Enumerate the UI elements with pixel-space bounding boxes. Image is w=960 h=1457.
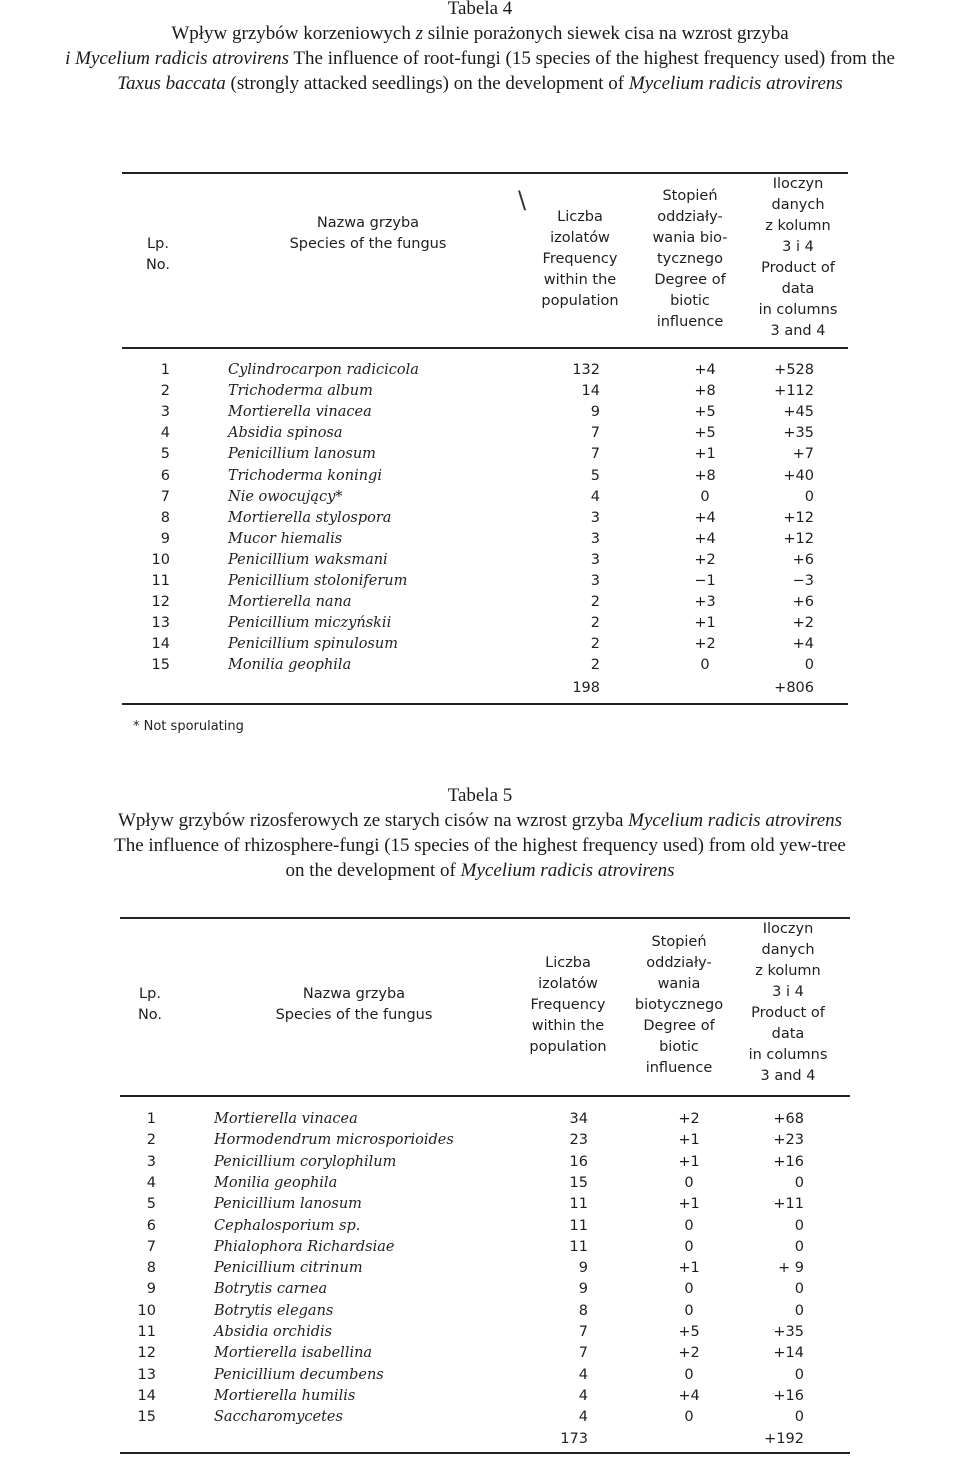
table4-header-degree <box>640 186 740 333</box>
row-number: 13 <box>137 1366 156 1383</box>
table4-bottom-rule <box>122 703 848 705</box>
degree-value: +3 <box>694 594 716 611</box>
frequency-value: 7 <box>590 446 600 463</box>
header-line: Nazwa grzyba <box>316 215 420 231</box>
header-line: danych <box>761 942 815 958</box>
header-line: z kolumn <box>765 218 831 234</box>
title-part: (strongly attacked seedlings) on the development of <box>225 73 629 94</box>
table5-header-degree <box>624 932 734 1079</box>
table4-title-line2 <box>0 46 960 71</box>
header-line: 3 i 4 <box>782 239 814 255</box>
product-value: +16 <box>773 1387 804 1404</box>
title-part: silnie porażonych siewek cisa na wzrost grzyba <box>423 23 789 44</box>
table-row <box>0 1322 960 1343</box>
species-name: Cylindrocarpon radicicola <box>228 362 419 378</box>
header-line: 3 i 4 <box>772 984 804 1000</box>
table-row <box>0 487 960 508</box>
degree-value: +5 <box>678 1324 700 1340</box>
product-value: +35 <box>773 1324 804 1340</box>
title-part-italic: i Mycelium radicis atrovirens <box>65 48 290 69</box>
product-value: 0 <box>794 1174 804 1191</box>
header-line: Iloczyn <box>772 176 824 192</box>
table-row <box>0 508 960 529</box>
table5-header-product <box>738 919 838 1087</box>
table4-caption <box>0 0 960 96</box>
degree-value: +1 <box>694 446 716 463</box>
header-line: oddziały- <box>646 955 712 971</box>
degree-value: +1 <box>678 1196 700 1213</box>
table-row <box>0 1130 960 1151</box>
degree-value: +2 <box>678 1111 700 1127</box>
frequency-value: 3 <box>590 573 600 589</box>
header-line: data <box>781 281 815 297</box>
species-name: Penicillium waksmani <box>228 551 388 568</box>
degree-value: 0 <box>684 1238 694 1255</box>
header-line: izolatów <box>550 230 610 246</box>
header-line: influence <box>645 1060 713 1076</box>
frequency-value: 9 <box>578 1260 588 1277</box>
row-number: 2 <box>146 1132 156 1149</box>
product-value: −3 <box>792 573 814 589</box>
row-number: 7 <box>160 488 170 505</box>
frequency-value: 5 <box>590 467 600 484</box>
frequency-value: 132 <box>572 362 600 378</box>
title-part-italic: Mycelium radicis atrovirens <box>460 860 675 881</box>
header-line: Iloczyn <box>762 921 814 937</box>
degree-value: −1 <box>694 573 716 589</box>
species-name: Monilia geophila <box>228 657 352 674</box>
product-value: +7 <box>792 446 814 463</box>
species-name: Penicillium decumbens <box>214 1366 384 1383</box>
frequency-value: 2 <box>590 636 600 653</box>
degree-value: +8 <box>694 467 716 484</box>
frequency-value: 7 <box>590 425 600 442</box>
frequency-value: 15 <box>569 1174 588 1191</box>
frequency-value: 23 <box>569 1132 588 1149</box>
table4-number: Tabela 4 <box>447 0 513 19</box>
row-number: 11 <box>151 573 170 589</box>
degree-value: 0 <box>700 488 710 505</box>
product-value: 0 <box>804 488 814 505</box>
degree-value: +1 <box>678 1132 700 1149</box>
frequency-value: 2 <box>590 657 600 674</box>
row-number: 6 <box>146 1217 156 1234</box>
degree-value: +1 <box>694 615 716 632</box>
species-name: Mortierella nana <box>228 594 352 611</box>
degree-value: 0 <box>684 1174 694 1191</box>
product-value: +68 <box>773 1111 804 1127</box>
product-value: +40 <box>783 467 814 484</box>
row-number: 3 <box>146 1153 156 1170</box>
degree-value: 0 <box>684 1302 694 1319</box>
species-name: Hormodendrum microsporioides <box>214 1132 454 1149</box>
product-value: +4 <box>792 636 814 653</box>
table-row <box>0 360 960 381</box>
header-line: izolatów <box>538 976 598 992</box>
title-part-italic: Taxus baccata <box>117 73 226 94</box>
species-name: Trichoderma album <box>228 383 373 400</box>
frequency-value: 16 <box>569 1153 588 1170</box>
species-name: Mortierella stylospora <box>228 509 392 526</box>
degree-value: +4 <box>678 1387 700 1404</box>
table-row <box>0 1173 960 1194</box>
product-value: +112 <box>774 383 814 400</box>
table-row <box>0 1237 960 1258</box>
header-line: population <box>541 293 619 309</box>
frequency-value: 8 <box>578 1302 588 1319</box>
degree-value: 0 <box>684 1366 694 1383</box>
row-number: 10 <box>151 551 170 568</box>
degree-value: +8 <box>694 383 716 400</box>
degree-value: 0 <box>700 657 710 674</box>
header-line: Lp. <box>139 986 161 1002</box>
degree-value: 0 <box>684 1217 694 1234</box>
frequency-value: 2 <box>590 594 600 611</box>
header-line: No. <box>145 257 171 273</box>
header-line: 3 and 4 <box>760 1068 816 1084</box>
title-part: Wpływ grzybów korzeniowych <box>171 23 416 44</box>
total-frequency: 198 <box>572 680 600 696</box>
table-row <box>0 1109 960 1130</box>
table-row <box>0 444 960 465</box>
species-name: Trichoderma koningi <box>228 467 382 484</box>
species-name: Mortierella isabellina <box>214 1345 373 1362</box>
header-line: danych <box>771 197 825 213</box>
table5-title-english-2 <box>0 858 960 883</box>
total-product: +192 <box>764 1431 804 1447</box>
row-number: 8 <box>160 509 170 526</box>
header-line: Frequency <box>530 997 606 1013</box>
row-number: 3 <box>160 404 170 421</box>
product-value: +12 <box>783 509 814 526</box>
header-line: biotic <box>659 1039 699 1055</box>
species-name: Penicillium miczyńskii <box>228 615 392 632</box>
frequency-value: 7 <box>578 1345 588 1362</box>
header-line: within the <box>543 272 617 288</box>
species-name: Cephalosporium sp. <box>214 1217 361 1234</box>
table-row <box>0 381 960 402</box>
product-value: 0 <box>794 1366 804 1383</box>
row-number: 2 <box>160 383 170 400</box>
row-number: 8 <box>146 1260 156 1277</box>
row-number: 15 <box>151 657 170 674</box>
species-name: Penicillium stoloniferum <box>228 573 408 589</box>
product-value: +14 <box>773 1345 804 1362</box>
title-part-italic: z <box>415 23 424 44</box>
product-value: +35 <box>783 425 814 442</box>
header-line: Nazwa grzyba <box>302 986 406 1002</box>
header-line: Product of <box>751 1005 825 1021</box>
header-line: in columns <box>758 302 838 318</box>
row-number: 5 <box>160 446 170 463</box>
table-row <box>0 1152 960 1173</box>
product-value: 0 <box>804 657 814 674</box>
species-name: Penicillium citrinum <box>214 1260 363 1277</box>
species-name: Mortierella humilis <box>214 1387 356 1404</box>
header-line: wania <box>657 976 701 992</box>
header-line: wania bio- <box>652 230 728 246</box>
frequency-value: 34 <box>569 1111 588 1127</box>
header-line: Degree of <box>654 272 726 288</box>
product-value: 0 <box>794 1238 804 1255</box>
product-value: +6 <box>792 594 814 611</box>
frequency-value: 7 <box>578 1324 588 1340</box>
table5-caption <box>0 783 960 883</box>
title-part: The influence of root-fungi (15 species of the highest frequency used) from the <box>289 48 895 69</box>
species-name: Mortierella vinacea <box>214 1111 358 1127</box>
degree-value: +4 <box>694 362 716 378</box>
product-value: +528 <box>774 362 814 378</box>
table5-title-english: The influence of rhizosphere-fungi (15 species of the highest frequency used) from old yew-tree <box>114 835 846 856</box>
species-name: Monilia geophila <box>214 1174 338 1191</box>
row-number: 14 <box>137 1387 156 1404</box>
degree-value: +4 <box>694 509 716 526</box>
table4-top-rule <box>122 172 848 174</box>
row-number: 6 <box>160 467 170 484</box>
species-name: Botrytis carnea <box>214 1281 328 1298</box>
table-row <box>0 592 960 613</box>
row-number: 10 <box>137 1302 156 1319</box>
degree-value: +2 <box>694 636 716 653</box>
product-value: +6 <box>792 551 814 568</box>
table-row <box>0 1216 960 1237</box>
table5-bottom-rule <box>120 1452 850 1454</box>
table4-header-species <box>258 213 478 255</box>
header-line: Degree of <box>643 1018 715 1034</box>
row-number: 4 <box>146 1174 156 1191</box>
product-value: 0 <box>794 1281 804 1298</box>
header-line: biotycznego <box>634 997 724 1013</box>
title-part-italic: Mycelium radicis atrovirens <box>628 73 843 94</box>
table-row <box>0 655 960 676</box>
degree-value: +5 <box>694 404 716 421</box>
row-number: 9 <box>160 530 170 547</box>
frequency-value: 3 <box>590 530 600 547</box>
species-name: Nie owocujący* <box>228 488 343 505</box>
species-name: Saccharomycetes <box>214 1409 343 1426</box>
title-part: Wpływ grzybów rizosferowych ze starych cisów na wzrost grzyba <box>117 810 629 831</box>
row-number: 13 <box>151 615 170 632</box>
row-number: 14 <box>151 636 170 653</box>
table5-header-frequency <box>508 953 628 1058</box>
table5-number: Tabela 5 <box>447 785 513 806</box>
header-line: within the <box>531 1018 605 1034</box>
frequency-value: 3 <box>590 551 600 568</box>
table4-header-rule <box>122 347 848 349</box>
table-row <box>0 1386 960 1407</box>
title-part: on the development of <box>285 860 461 881</box>
frequency-value: 4 <box>578 1366 588 1383</box>
product-value: +12 <box>783 530 814 547</box>
table-row <box>0 402 960 423</box>
table-row <box>0 571 960 592</box>
row-number: 12 <box>137 1345 156 1362</box>
header-line: data <box>771 1026 805 1042</box>
frequency-value: 14 <box>581 383 600 400</box>
header-line: Stopień <box>662 188 718 204</box>
header-line: biotic <box>670 293 710 309</box>
species-name: Absidia spinosa <box>228 425 343 442</box>
table5-header-rule <box>120 1095 850 1097</box>
header-line: Stopień <box>651 934 707 950</box>
table-row <box>0 634 960 655</box>
table4-total-row <box>0 678 960 699</box>
header-line: 3 and 4 <box>770 323 826 339</box>
row-number: 12 <box>151 594 170 611</box>
table-row <box>0 1194 960 1215</box>
frequency-value: 4 <box>590 488 600 505</box>
product-value: +11 <box>773 1196 804 1213</box>
frequency-value: 4 <box>578 1387 588 1404</box>
species-name: Penicillium lanosum <box>228 446 376 463</box>
header-line: in columns <box>748 1047 828 1063</box>
table4-header-frequency <box>520 207 640 312</box>
frequency-value: 11 <box>569 1238 588 1255</box>
row-number: 4 <box>160 425 170 442</box>
degree-value: +2 <box>694 551 716 568</box>
total-frequency: 173 <box>560 1431 588 1447</box>
table-row <box>0 529 960 550</box>
header-line: z kolumn <box>755 963 821 979</box>
frequency-value: 4 <box>578 1409 588 1426</box>
frequency-value: 9 <box>590 404 600 421</box>
total-product: +806 <box>774 680 814 696</box>
degree-value: 0 <box>684 1281 694 1298</box>
table4-footnote: * Not sporulating <box>133 719 244 734</box>
product-value: 0 <box>794 1302 804 1319</box>
header-line: population <box>529 1039 607 1055</box>
table-row <box>0 550 960 571</box>
species-name: Absidia orchidis <box>214 1324 333 1340</box>
degree-value: +1 <box>678 1260 700 1277</box>
table-row <box>0 1258 960 1279</box>
table4-title-polish <box>0 21 960 46</box>
species-name: Botrytis elegans <box>214 1302 334 1319</box>
table4-title-line3 <box>0 71 960 96</box>
product-value: 0 <box>794 1217 804 1234</box>
table4-header-product <box>748 174 848 342</box>
frequency-value: 3 <box>590 509 600 526</box>
header-line: Frequency <box>542 251 618 267</box>
table-row <box>0 1407 960 1428</box>
header-line: oddziały- <box>657 209 723 225</box>
degree-value: +2 <box>678 1345 700 1362</box>
species-name: Mucor hiemalis <box>228 530 343 547</box>
species-name: Phialophora Richardsiae <box>214 1238 395 1255</box>
table5-title-polish <box>0 808 960 833</box>
row-number: 11 <box>137 1324 156 1340</box>
table5-header-no <box>120 984 180 1026</box>
title-part-italic: Mycelium radicis atrovirens <box>628 810 843 831</box>
table5-header-species <box>244 984 464 1026</box>
table-row <box>0 466 960 487</box>
header-line: Lp. <box>147 236 169 252</box>
product-value: +2 <box>792 615 814 632</box>
row-number: 7 <box>146 1238 156 1255</box>
product-value: + 9 <box>778 1260 804 1277</box>
species-name: Penicillium corylophilum <box>214 1153 397 1170</box>
frequency-value: 11 <box>569 1196 588 1213</box>
species-name: Penicillium lanosum <box>214 1196 362 1213</box>
product-value: +23 <box>773 1132 804 1149</box>
table-row <box>0 423 960 444</box>
table-row <box>0 1365 960 1386</box>
header-line: Liczba <box>545 955 591 971</box>
product-value: +45 <box>783 404 814 421</box>
frequency-value: 2 <box>590 615 600 632</box>
product-value: +16 <box>773 1153 804 1170</box>
scan-mark: \ <box>518 186 527 214</box>
header-line: Liczba <box>557 209 603 225</box>
table-row <box>0 1279 960 1300</box>
row-number: 15 <box>137 1409 156 1426</box>
row-number: 1 <box>160 362 170 378</box>
header-line: Species of the fungus <box>289 236 447 252</box>
table5-total-row <box>0 1429 960 1450</box>
degree-value: +5 <box>694 425 716 442</box>
degree-value: +4 <box>694 530 716 547</box>
header-line: Species of the fungus <box>275 1007 433 1023</box>
header-line: Product of <box>761 260 835 276</box>
product-value: 0 <box>794 1409 804 1426</box>
species-name: Mortierella vinacea <box>228 404 372 421</box>
degree-value: +1 <box>678 1153 700 1170</box>
header-line: tycznego <box>656 251 724 267</box>
row-number: 9 <box>146 1281 156 1298</box>
table-row <box>0 1343 960 1364</box>
row-number: 1 <box>146 1111 156 1127</box>
table-row <box>0 1301 960 1322</box>
degree-value: 0 <box>684 1409 694 1426</box>
table-row <box>0 613 960 634</box>
frequency-value: 11 <box>569 1217 588 1234</box>
header-line: No. <box>137 1007 163 1023</box>
species-name: Penicillium spinulosum <box>228 636 398 653</box>
table4-header-no <box>128 234 188 276</box>
header-line: influence <box>656 314 724 330</box>
frequency-value: 9 <box>578 1281 588 1298</box>
row-number: 5 <box>146 1196 156 1213</box>
